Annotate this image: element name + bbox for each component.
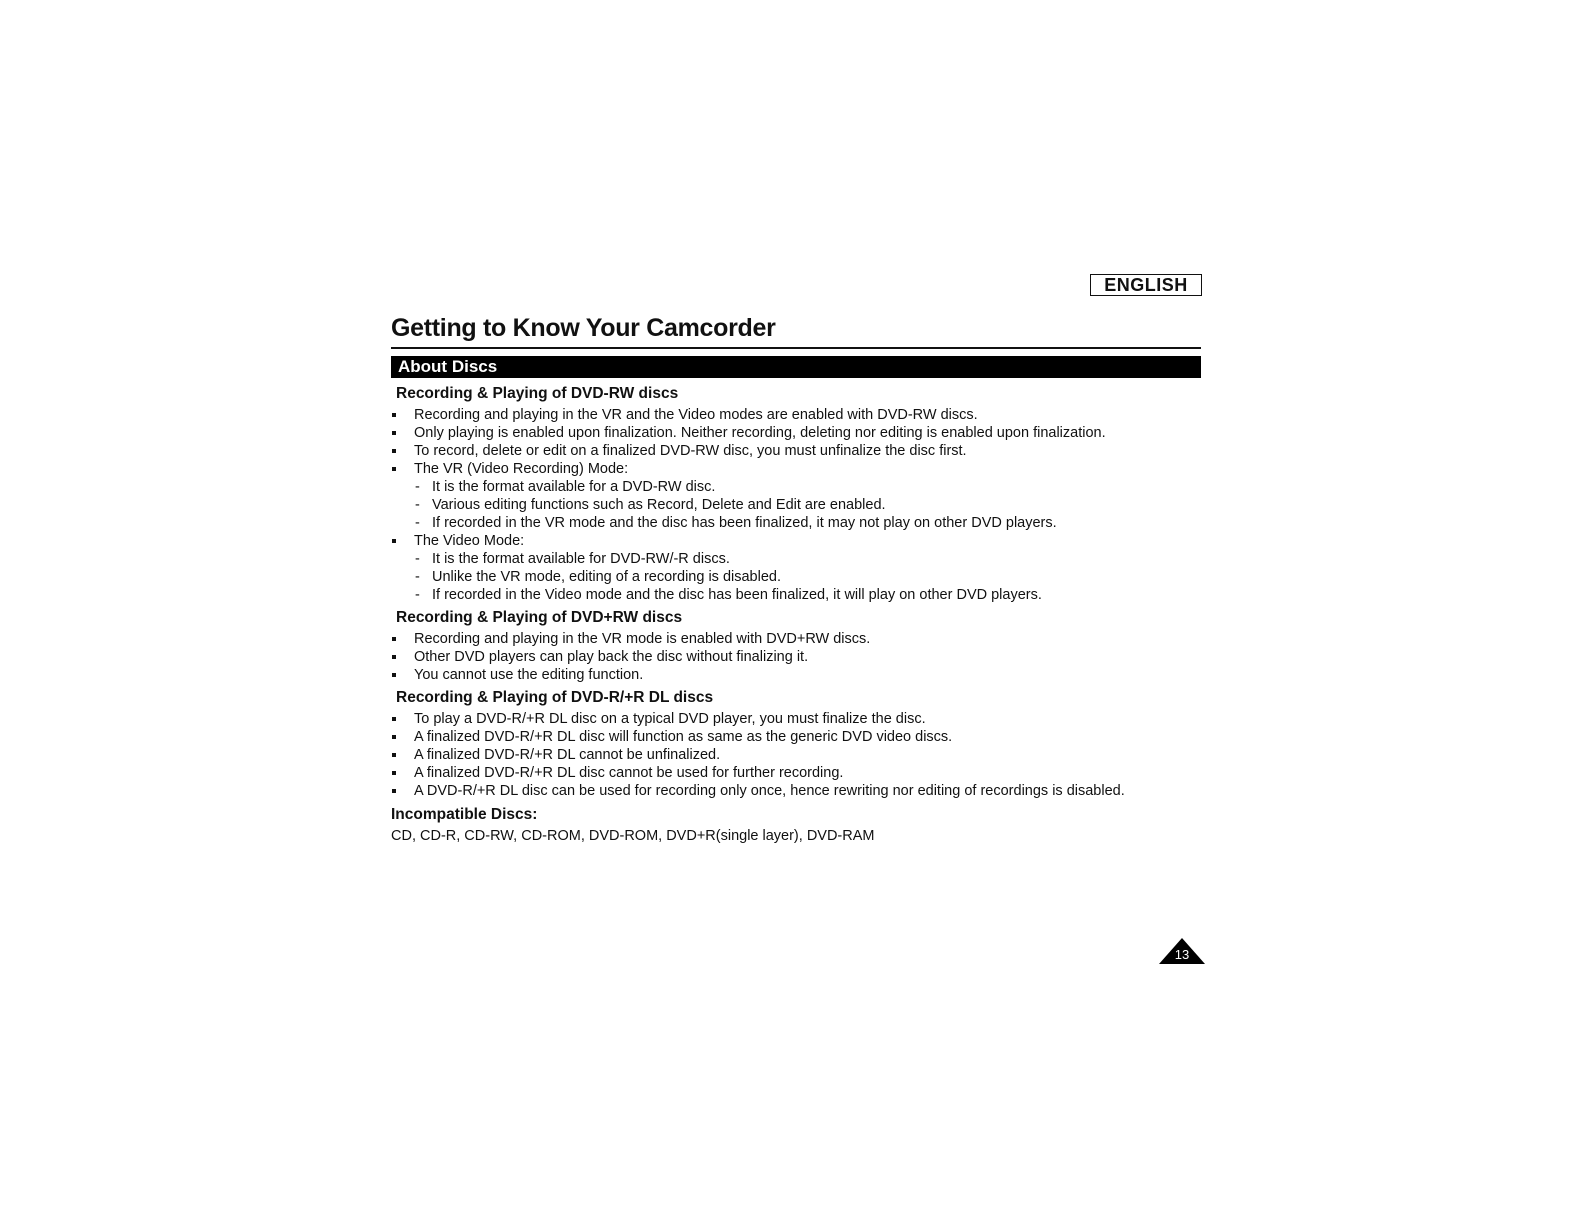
dash-icon: - — [415, 515, 420, 531]
sub-item — [414, 568, 1201, 586]
video-mode-sublist — [414, 550, 1201, 604]
title-rule — [391, 347, 1201, 349]
list-item — [391, 728, 1201, 746]
list-item — [391, 406, 1201, 424]
subheading-dvd-rw: Recording & Playing of DVD-RW discs — [396, 385, 679, 402]
sub-item — [414, 496, 1201, 514]
incompatible-discs-text: CD, CD-R, CD-RW, CD-ROM, DVD-ROM, DVD+R(single layer), DVD-RAM — [391, 828, 875, 844]
dvd-plus-rw-list — [391, 630, 1201, 684]
sub-item — [414, 514, 1201, 532]
list-item — [391, 442, 1201, 460]
bullet-icon — [392, 789, 396, 793]
list-item — [391, 782, 1201, 800]
bullet-icon — [392, 449, 396, 453]
bullet-icon — [392, 539, 396, 543]
bullet-icon — [392, 431, 396, 435]
subheading-dvd-r-dl: Recording & Playing of DVD-R/+R DL discs — [396, 689, 714, 706]
dash-icon: - — [415, 479, 420, 495]
list-item — [391, 666, 1201, 684]
list-item — [391, 710, 1201, 728]
page-number: 13 — [1174, 947, 1190, 962]
list-item-text: Other DVD players can play back the disc without finalizing it. — [414, 649, 809, 665]
vr-mode-sublist — [414, 478, 1201, 532]
sub-item-text: If recorded in the Video mode and the disc has been finalized, it will play on other DVD players. — [432, 587, 1042, 603]
list-item — [391, 460, 1201, 532]
sub-item — [414, 586, 1201, 604]
list-item — [391, 746, 1201, 764]
bullet-icon — [392, 655, 396, 659]
list-item-text: To play a DVD-R/+R DL disc on a typical DVD player, you must finalize the disc. — [414, 711, 926, 727]
list-item-text: The Video Mode: — [414, 533, 525, 549]
sub-item-text: If recorded in the VR mode and the disc has been finalized, it may not play on other DVD players. — [432, 515, 1057, 531]
section-title: About Discs — [398, 357, 498, 376]
dash-icon: - — [415, 569, 420, 585]
sub-item — [414, 478, 1201, 496]
list-item-text: You cannot use the editing function. — [414, 667, 644, 683]
subheading-incompatible: Incompatible Discs: — [391, 806, 538, 823]
bullet-icon — [392, 637, 396, 641]
bullet-icon — [392, 673, 396, 677]
list-item-text: To record, delete or edit on a finalized DVD-RW disc, you must unfinalize the disc first. — [414, 443, 967, 459]
dash-icon: - — [415, 551, 420, 567]
dvd-rw-list — [391, 406, 1201, 604]
list-item-text: A finalized DVD-R/+R DL disc will function as same as the generic DVD video discs. — [414, 729, 953, 745]
bullet-icon — [392, 467, 396, 471]
section-title-bar — [391, 356, 1201, 378]
sub-item-text: It is the format available for DVD-RW/-R discs. — [432, 551, 730, 567]
list-item — [391, 648, 1201, 666]
sub-item-text: It is the format available for a DVD-RW disc. — [432, 479, 716, 495]
bullet-icon — [392, 413, 396, 417]
sub-item — [414, 550, 1201, 568]
list-item-text: Recording and playing in the VR mode is enabled with DVD+RW discs. — [414, 631, 871, 647]
list-item — [391, 764, 1201, 782]
list-item-text: Only playing is enabled upon finalization. Neither recording, deleting nor editing is enabled upon finalization. — [414, 425, 1106, 441]
list-item — [391, 424, 1201, 442]
sub-item-text: Unlike the VR mode, editing of a recording is disabled. — [432, 569, 781, 585]
bullet-icon — [392, 735, 396, 739]
list-item-text: A finalized DVD-R/+R DL disc cannot be used for further recording. — [414, 765, 844, 781]
page-number-badge — [1159, 938, 1205, 964]
sub-item-text: Various editing functions such as Record, Delete and Edit are enabled. — [432, 497, 886, 513]
bullet-icon — [392, 717, 396, 721]
list-item — [391, 630, 1201, 648]
bullet-icon — [392, 771, 396, 775]
list-item-text: A finalized DVD-R/+R DL cannot be unfinalized. — [414, 747, 721, 763]
list-item-text: A DVD-R/+R DL disc can be used for recording only once, hence rewriting nor editing of recordings is disabled. — [414, 783, 1125, 799]
content-body — [391, 385, 1201, 845]
page-title: Getting to Know Your Camcorder — [391, 314, 776, 342]
list-item-text: Recording and playing in the VR and the Video modes are enabled with DVD-RW discs. — [414, 407, 978, 423]
list-item — [391, 532, 1201, 604]
bullet-icon — [392, 753, 396, 757]
dash-icon: - — [415, 587, 420, 603]
subheading-dvd-plus-rw: Recording & Playing of DVD+RW discs — [396, 609, 683, 626]
list-item-text: The VR (Video Recording) Mode: — [414, 461, 629, 477]
dash-icon: - — [415, 497, 420, 513]
dvd-r-dl-list — [391, 710, 1201, 800]
language-badge: ENGLISH — [1090, 274, 1202, 296]
